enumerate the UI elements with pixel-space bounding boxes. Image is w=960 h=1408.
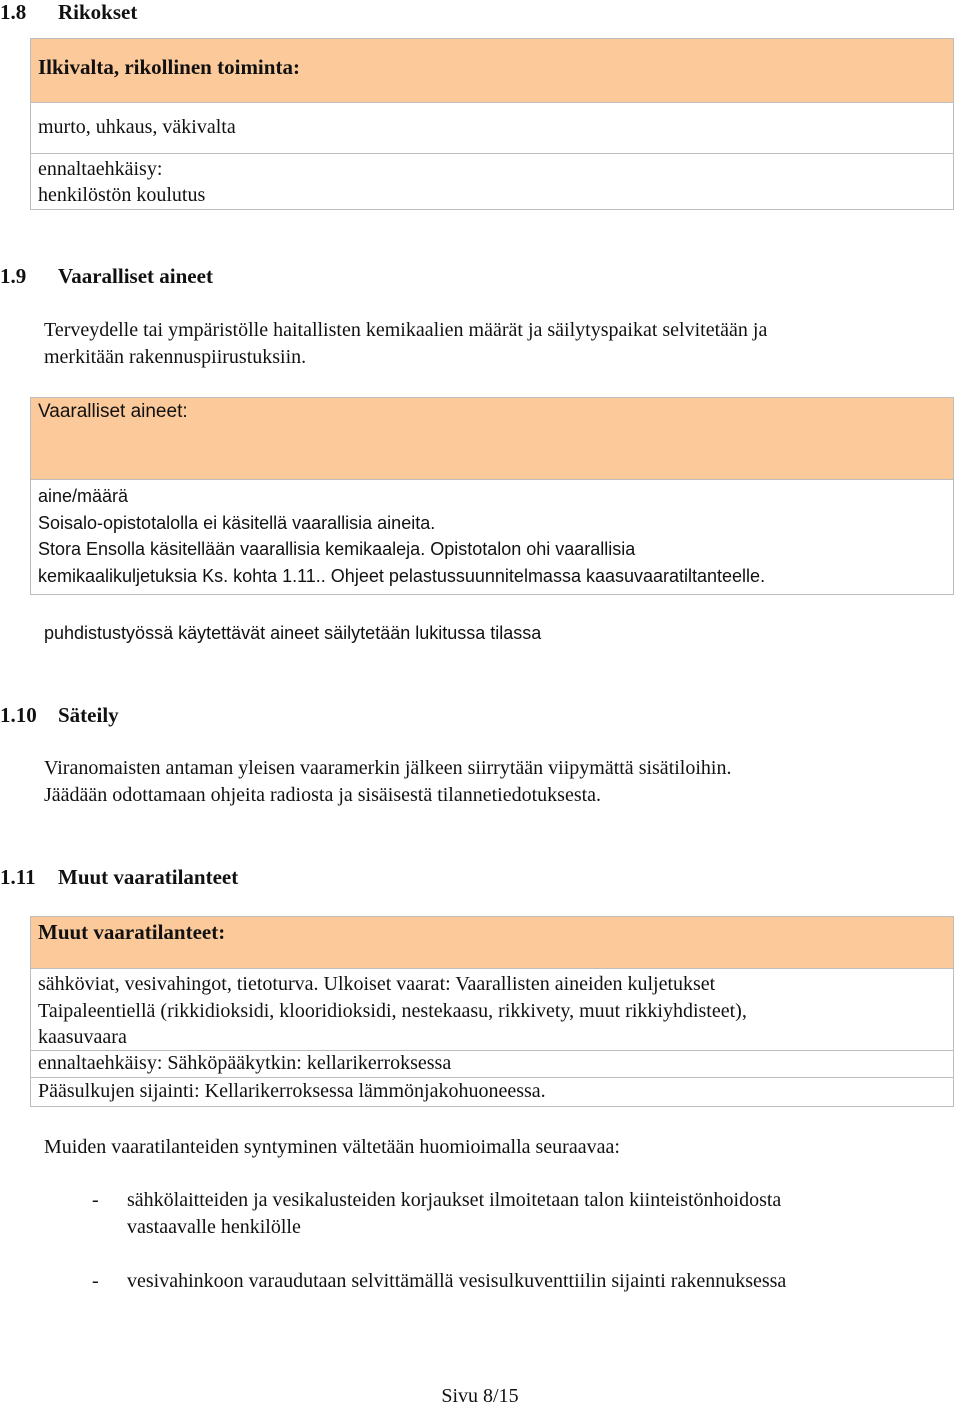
threats-line: kaasuvaara xyxy=(38,1026,127,1048)
bullet-line: vesivahinkoon varaudutaan selvittämällä vesisulkuventtiilin sijainti rakennuksessa xyxy=(127,1270,787,1292)
bullet-dash: - xyxy=(92,1270,99,1292)
cleaning-note: puhdistustyössä käytettävät aineet säilytetään lukitussa tilassa xyxy=(44,623,542,643)
bullet-text xyxy=(127,1187,781,1241)
section-number: 1.8 xyxy=(0,0,27,24)
hazardous-table-body xyxy=(31,480,953,594)
section-number: 1.11 xyxy=(0,865,36,889)
bullet-dash: - xyxy=(92,1189,99,1211)
prevention-intro: Muiden vaaratilanteiden syntyminen vältetään huomioimalla seuraavaa: xyxy=(44,1136,620,1158)
bullet-line: sähkölaitteiden ja vesikalusteiden korjaukset ilmoitetaan talon kiinteistönhoidosta xyxy=(127,1189,782,1211)
hazardous-line: kemikaalikuljetuksia Ks. kohta 1.11.. Ohjeet pelastussuunnitelmassa kaasuvaaratiltanteelle. xyxy=(38,565,766,586)
other-hazards-table-header xyxy=(31,917,953,969)
vandalism-table-title: Ilkivalta, rikollinen toiminta: xyxy=(38,55,300,79)
section-number: 1.10 xyxy=(0,703,37,727)
hazardous-line: aine/määrä xyxy=(38,486,129,506)
vandalism-row-threats xyxy=(31,103,953,154)
vandalism-table-header xyxy=(31,39,953,103)
vandalism-table xyxy=(30,38,954,210)
hazardous-line: Soisalo-opistotalolla ei käsitellä vaarallisia aineita. xyxy=(38,512,436,533)
hazardous-intro xyxy=(44,317,767,371)
page-number: Sivu 8/15 xyxy=(441,1385,519,1407)
intro-line: Terveydelle tai ympäristölle haitallisten kemikaalien määrät ja säilytyspaikat selvitetään ja xyxy=(44,319,768,341)
radiation-text xyxy=(44,755,731,809)
radiation-line: Jäädään odottamaan ohjeita radiosta ja sisäisestä tilannetiedotuksesta. xyxy=(44,784,602,806)
intro-line: merkitään rakennuspiirustuksiin. xyxy=(44,346,307,368)
section-title: Muut vaaratilanteet xyxy=(58,865,239,889)
bullet-line: vastaavalle henkilölle xyxy=(127,1216,301,1238)
prevention-label: ennaltaehkäisy: xyxy=(38,158,163,180)
section-heading-1-11 xyxy=(0,865,238,889)
hazardous-line: Stora Ensolla käsitellään vaarallisia kemikaaleja. Opistotalon ohi vaarallisia xyxy=(38,539,636,559)
threats-line: sähköviat, vesivahingot, tietoturva. Ulkoiset vaarat: Vaarallisten aineiden kuljetukset xyxy=(38,973,716,995)
hazardous-table-header xyxy=(31,398,953,480)
threats-text: murto, uhkaus, väkivalta xyxy=(38,116,236,138)
other-hazards-table-title: Muut vaaratilanteet: xyxy=(38,920,226,944)
other-hazards-row-shutoff xyxy=(31,1078,953,1106)
section-title: Rikokset xyxy=(58,0,138,24)
section-number: 1.9 xyxy=(0,264,27,288)
prevention-text: henkilöstön koulutus xyxy=(38,184,206,206)
prevention-text: ennaltaehkäisy: Sähköpääkytkin: kellarikerroksessa xyxy=(38,1052,452,1074)
threats-line: Taipaleentiellä (rikkidioksidi, klooridioksidi, nestekaasu, rikkivety, muut rikkiyhdisteet), xyxy=(38,999,747,1022)
hazardous-table xyxy=(30,397,954,595)
bullet-text xyxy=(127,1268,786,1295)
section-title: Säteily xyxy=(58,703,119,727)
section-heading-1-9 xyxy=(0,264,213,288)
other-hazards-table xyxy=(30,916,954,1107)
radiation-line: Viranomaisten antaman yleisen vaaramerkin jälkeen siirrytään viipymättä sisätiloihin. xyxy=(44,757,732,779)
section-heading-1-10 xyxy=(0,703,119,727)
section-heading-1-8 xyxy=(0,0,137,24)
section-title: Vaaralliset aineet xyxy=(58,264,213,288)
vandalism-row-prevention xyxy=(31,154,953,209)
shutoff-location-text: Pääsulkujen sijainti: Kellarikerroksessa lämmönjakohuoneessa. xyxy=(38,1080,546,1102)
other-hazards-row-prevention xyxy=(31,1051,953,1078)
hazardous-table-title: Vaaralliset aineet: xyxy=(38,401,188,422)
other-hazards-row-threats xyxy=(31,969,953,1051)
